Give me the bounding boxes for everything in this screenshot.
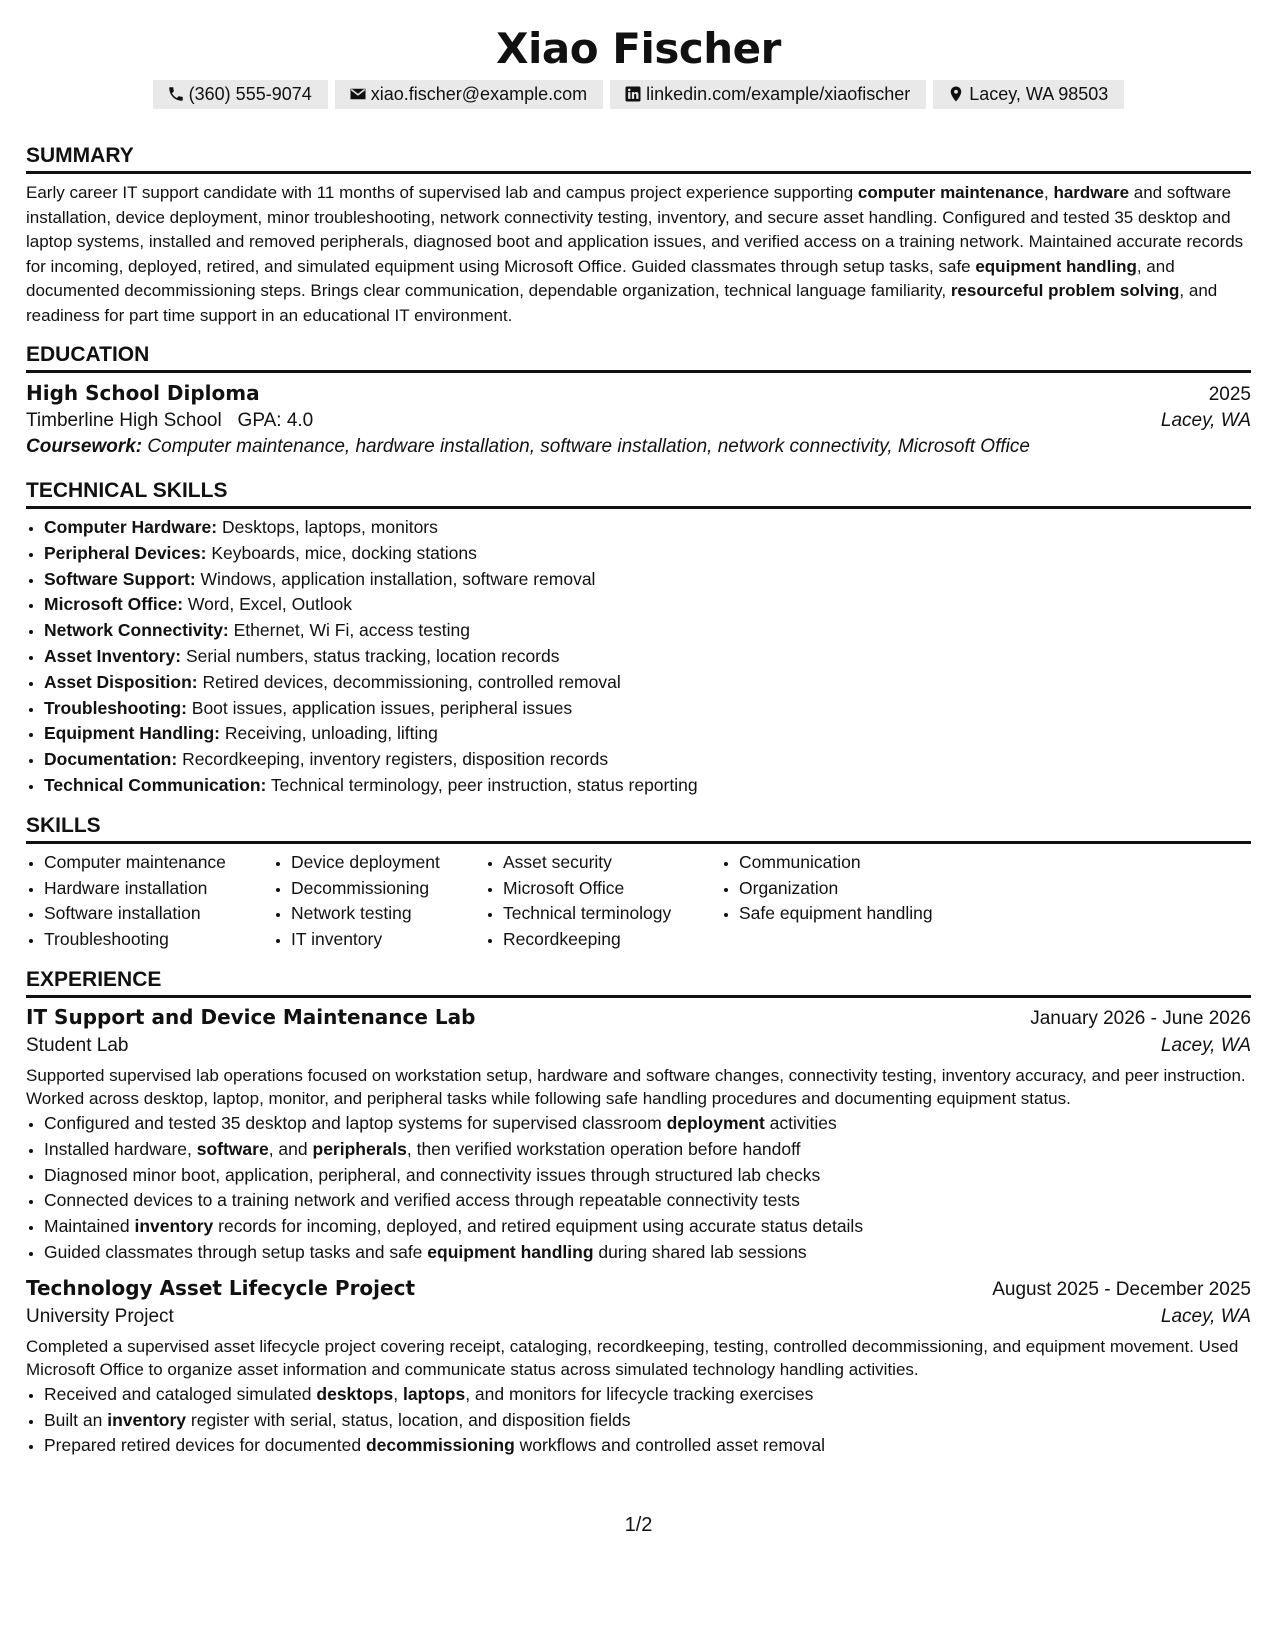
experience-heading: EXPERIENCE [26, 967, 1251, 998]
job-dates: January 2026 - June 2026 [1030, 1007, 1251, 1029]
list-item: • Prepared retired devices for documented decommissioning workflows and controlled asset removal [44, 1433, 1251, 1459]
list-item: • Built an inventory register with serial, status, location, and disposition fields [44, 1408, 1251, 1434]
candidate-name: Xiao Fischer [496, 24, 781, 73]
skills-grid [26, 850, 1251, 953]
technical-skills-heading: TECHNICAL SKILLS [26, 478, 1251, 509]
linkedin-icon [624, 85, 642, 103]
email-text: xiao.fischer@example.com [370, 84, 588, 104]
job-location: Lacey, WA [1160, 1305, 1251, 1327]
list-item: • Asset Disposition: Retired devices, decommissioning, controlled removal [44, 670, 1251, 696]
list-item: • Documentation: Recordkeeping, inventory registers, disposition records [44, 747, 1251, 773]
list-item: • Asset security [503, 850, 721, 876]
list-item: • Connected devices to a training network and verified access through repeatable connectivity tests [44, 1188, 1251, 1214]
contact-bar [26, 80, 1251, 109]
phone-icon [167, 85, 185, 103]
experience-section [26, 967, 1251, 1459]
contact-location[interactable] [933, 80, 1124, 109]
list-item: • Guided classmates through setup tasks and safe equipment handling during shared lab sessions [44, 1240, 1251, 1266]
degree: High School Diploma [26, 381, 260, 405]
job-description: Completed a supervised asset lifecycle project covering receipt, cataloging, recordkeeping, testing, controlled decommissioning, and equipment movement. Used Microsoft Office to organize asset information and communicate status across simulated technology handling activities. [26, 1336, 1239, 1380]
list-item: • Technical Communication: Technical terminology, peer instruction, status reporting [44, 773, 1251, 799]
job-org: Student Lab [26, 1034, 129, 1056]
list-item: • Recordkeeping [503, 927, 721, 953]
job-dates: August 2025 - December 2025 [992, 1278, 1251, 1300]
skills-column-4 [721, 850, 1039, 953]
list-item: • Communication [739, 850, 1039, 876]
list-item: • Computer Hardware: Desktops, laptops, monitors [44, 515, 1251, 541]
list-item: • Microsoft Office [503, 876, 721, 902]
graduation-year: 2025 [1208, 384, 1251, 405]
location-text: Lacey, WA 98503 [969, 84, 1109, 104]
school: Timberline High School GPA: 4.0 [26, 410, 314, 431]
job-title: Technology Asset Lifecycle Project [26, 1275, 416, 1300]
list-item: • Troubleshooting [44, 927, 273, 953]
list-item: • Technical terminology [503, 901, 721, 927]
education-heading: EDUCATION [26, 342, 1251, 373]
experience-entry-2 [26, 1276, 1251, 1459]
job-org: University Project [26, 1305, 174, 1327]
skills-column-2 [273, 850, 485, 953]
summary-text: Early career IT support candidate with 11 months of supervised lab and campus project experience supporting computer maintenance, hardware and software installation, device deployment, minor troubleshooting, network connectivity testing, inventory, and secure asset handling. Configured and tested 35 desktop and laptop systems, installed and removed peripherals, diagnosed boot and application issues, and verified access on a training network. Maintained accurate records for incoming, deployed, retired, and simulated equipment using Microsoft Office. Guided classmates through setup tasks, safe equipment handling, and documented decommissioning steps. Brings clear communication, dependable organization, technical language familiarity, resourceful problem solving, and readiness for part time support in an educational IT environment. [26, 183, 1244, 325]
skills-column-3 [485, 850, 721, 953]
list-item: • Maintained inventory records for incoming, deployed, and retired equipment using accurate status details [44, 1214, 1251, 1240]
list-item: • Received and cataloged simulated desktops, laptops, and monitors for lifecycle tracking exercises [44, 1382, 1251, 1408]
list-item: • Network testing [291, 901, 485, 927]
envelope-icon [349, 85, 367, 103]
skills-column-1 [26, 850, 273, 953]
list-item: • Network Connectivity: Ethernet, Wi Fi, access testing [44, 618, 1251, 644]
phone-text: (360) 555-9074 [188, 84, 312, 104]
list-item: • Safe equipment handling [739, 901, 1039, 927]
list-item: • Equipment Handling: Receiving, unloading, lifting [44, 721, 1251, 747]
contact-phone[interactable] [153, 80, 328, 109]
job-title: IT Support and Device Maintenance Lab [26, 1004, 476, 1029]
page-number: 1/2 [624, 1514, 653, 1536]
summary-section [26, 143, 1251, 328]
list-item: • Decommissioning [291, 876, 485, 902]
contact-linkedin[interactable] [610, 80, 926, 109]
technical-skills-list [26, 515, 1251, 799]
coursework: Coursework: Computer maintenance, hardware installation, software installation, network connectivity, Microsoft Office [26, 436, 1030, 457]
list-item: • Hardware installation [44, 876, 273, 902]
resume-page [26, 0, 1251, 1650]
list-item: • Software installation [44, 901, 273, 927]
list-item: • Microsoft Office: Word, Excel, Outlook [44, 592, 1251, 618]
list-item: • Configured and tested 35 desktop and laptop systems for supervised classroom deployment activities [44, 1111, 1251, 1137]
job-description: Supported supervised lab operations focused on workstation setup, hardware and software changes, connectivity testing, inventory accuracy, and peer instruction. Worked across desktop, laptop, monitor, and peripheral tasks while following safe handling procedures and documenting equipment status. [26, 1065, 1246, 1109]
list-item: • Software Support: Windows, application installation, software removal [44, 567, 1251, 593]
list-item: • Asset Inventory: Serial numbers, status tracking, location records [44, 644, 1251, 670]
list-item: • Peripheral Devices: Keyboards, mice, docking stations [44, 541, 1251, 567]
list-item: • Diagnosed minor boot, application, peripheral, and connectivity issues through structured lab checks [44, 1163, 1251, 1189]
summary-heading: SUMMARY [26, 143, 1251, 174]
list-item: • Device deployment [291, 850, 485, 876]
skills-heading: SKILLS [26, 813, 1251, 844]
linkedin-text: linkedin.com/example/xiaofischer [646, 84, 911, 104]
list-item: • Organization [739, 876, 1039, 902]
skills-section [26, 813, 1251, 953]
list-item: • Computer maintenance [44, 850, 273, 876]
education-section [26, 342, 1251, 458]
contact-email[interactable] [335, 80, 603, 109]
job-bullets [26, 1111, 1251, 1266]
list-item: • Installed hardware, software, and peripherals, then verified workstation operation before handoff [44, 1137, 1251, 1163]
job-bullets [26, 1382, 1251, 1459]
map-pin-icon [947, 85, 965, 103]
technical-skills-section [26, 478, 1251, 799]
list-item: • IT inventory [291, 927, 485, 953]
experience-entry-1 [26, 1005, 1251, 1266]
list-item: • Troubleshooting: Boot issues, application issues, peripheral issues [44, 696, 1251, 722]
job-location: Lacey, WA [1160, 1034, 1251, 1056]
school-location: Lacey, WA [1160, 410, 1251, 431]
